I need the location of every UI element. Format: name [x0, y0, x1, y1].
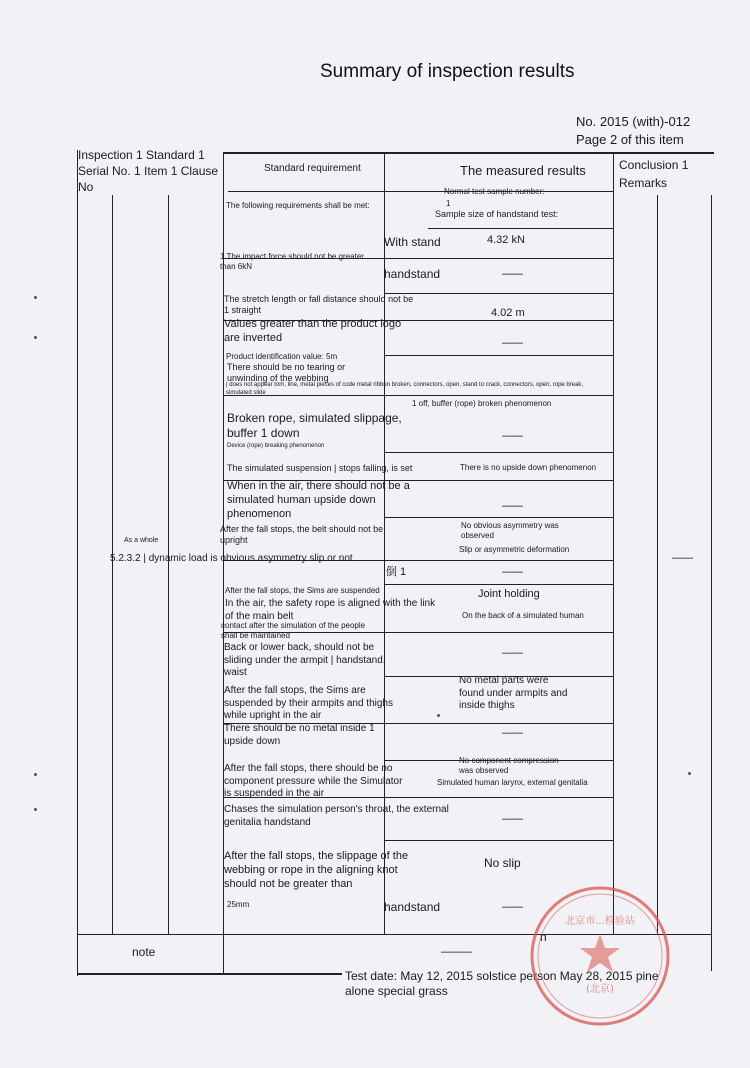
table-top-border [224, 152, 714, 154]
result-dash: —— [502, 813, 522, 825]
header-conclusion: Conclusion 1 [619, 158, 689, 172]
result-text: 倒 1 [386, 566, 407, 578]
measured-label: handstand [384, 267, 441, 281]
requirement-text: Values greater than the product logo are inverted [224, 318, 402, 344]
requirement-fine-print: | does not appear tom, line, metal pieces of code metal ribbon broken, connectors, open, stand to crack, connectors, open, rope break, simulated slide [226, 382, 584, 396]
row-divider [228, 191, 613, 192]
result-dash: —— [502, 647, 522, 659]
result-text: There is no upside down phenomenon [460, 463, 597, 472]
measured-label: handstand [384, 900, 441, 914]
header-col1-line1: Inspection 1 Standard 1 [78, 148, 205, 162]
requirement-text: Back or lower back, should not be sliding under the armpit | handstand, waist [224, 642, 386, 678]
row-divider [384, 517, 613, 518]
table-right-border [711, 195, 712, 971]
requirement-text: contact after the simulation of the people shall be maintained [221, 621, 366, 640]
result-text: Slip or asymmetric deformation [459, 545, 570, 554]
header-col1-line3: No [78, 180, 94, 194]
header-measured: The measured results [460, 163, 586, 178]
requirement-text: Broken rope, simulated slippage, buffer 1 down [227, 411, 402, 440]
requirement-text: The simulated suspension | stops falling, is set [227, 463, 413, 473]
header-standard: Standard requirement [264, 163, 361, 174]
requirement-text: Chases the simulation person's throat, the external genitalia handstand [224, 804, 449, 828]
note-label: note [132, 945, 156, 959]
row-divider [384, 584, 613, 585]
column-divider [657, 195, 658, 935]
result-text: No metal parts were found under armpits and inside thighs [459, 675, 568, 711]
requirement-text: 1 The impact force should not be greater than 6kN [220, 252, 364, 271]
result-dash: —— [502, 500, 522, 512]
column-divider [613, 152, 614, 934]
row-divider [384, 355, 613, 356]
sample-number-label: Normal test sample number: [444, 187, 545, 196]
requirement-text: After the fall stops, the belt should not be upright [220, 524, 384, 546]
sample-size-label: Sample size of handstand test: [435, 209, 559, 219]
page-title: Summary of inspection results [320, 61, 575, 82]
requirement-text: There should be no tearing or unwinding of the webbing [227, 362, 346, 384]
requirement-text: There should be no metal inside 1 upside down [224, 723, 375, 747]
result-text: No slip [484, 856, 521, 870]
requirement-text: After the fall stops, the Sims are suspended [225, 586, 380, 595]
stretch-length-value: 4.02 m [491, 307, 525, 319]
conclusion-dash: —— [672, 552, 692, 564]
result-dash: —— [502, 566, 522, 578]
requirement-text: 25mm [227, 900, 250, 909]
paper-speck [34, 336, 37, 339]
paper-speck [34, 773, 37, 776]
requirement-text: The following requirements shall be met: [226, 201, 370, 210]
result-text: 1 off, buffer (rope) broken phenomenon [412, 399, 552, 408]
note-dash: ——— [441, 946, 471, 958]
result-dash: —— [502, 268, 522, 280]
category-label: As a whole [124, 537, 159, 544]
page-indicator: Page 2 of this item [576, 132, 684, 147]
requirement-text: When in the air, there should not be a simulated human upside down phenomenon [227, 480, 410, 520]
table-left-border [77, 150, 78, 976]
result-dash: —— [502, 901, 522, 913]
test-date: Test date: May 12, 2015 solstice person May 28, 2015 pine alone special grass [345, 969, 659, 998]
official-seal-icon [528, 884, 672, 1028]
stamp-letter: n [540, 930, 547, 944]
paper-speck [688, 772, 691, 775]
result-dash: —— [502, 727, 522, 739]
requirement-text: In the air, the safety rope is aligned with the link of the main belt [225, 598, 436, 622]
measured-label: With stand [384, 235, 441, 249]
stamp-text: 北京市...检验站 [565, 916, 635, 927]
clause-number: 5.2.3.2 | dynamic load is obvious asymmetry slip or not [110, 553, 353, 564]
result-dash: —— [502, 337, 522, 349]
paper-speck [34, 808, 37, 811]
header-col1-line2: Serial No. 1 Item 1 Clause [78, 164, 219, 178]
sample-number-value: 1 [446, 199, 451, 208]
header-remarks: Remarks [619, 176, 668, 190]
result-text: Joint holding [478, 588, 540, 600]
row-divider [428, 228, 613, 229]
result-text: No obvious asymmetry was observed [461, 521, 559, 540]
requirement-text: After the fall stops, the slippage of the webbing or rope in the aligning knot should not be greater than [224, 850, 409, 890]
result-text: No component compression was observed [459, 756, 559, 775]
result-dash: —— [502, 430, 522, 442]
row-divider [384, 840, 613, 841]
paper-speck [34, 296, 37, 299]
row-divider [384, 452, 613, 453]
requirement-text: After the fall stops, the Sims are suspended by their armpits and thighs while upright in the air [224, 685, 393, 721]
impact-force-value: 4.32 kN [487, 234, 525, 246]
document-number: No. 2015 (with)-012 [576, 114, 691, 129]
paper-speck [437, 714, 440, 717]
table-bottom-border [77, 973, 342, 975]
result-text: Simulated human larynx, external genitalia [437, 778, 588, 787]
requirement-fine-print: Device (rope) breaking phenomenon [227, 443, 325, 449]
requirement-text: The stretch length or fall distance should not be 1 straight [224, 294, 414, 316]
stamp-center: (北京) [586, 984, 614, 995]
requirement-text: Product identification value: 5m [226, 352, 338, 361]
requirement-text: After the fall stops, there should be no component pressure while the Simulator is suspended in the air [224, 763, 403, 799]
result-text: On the back of a simulated human [462, 611, 584, 620]
